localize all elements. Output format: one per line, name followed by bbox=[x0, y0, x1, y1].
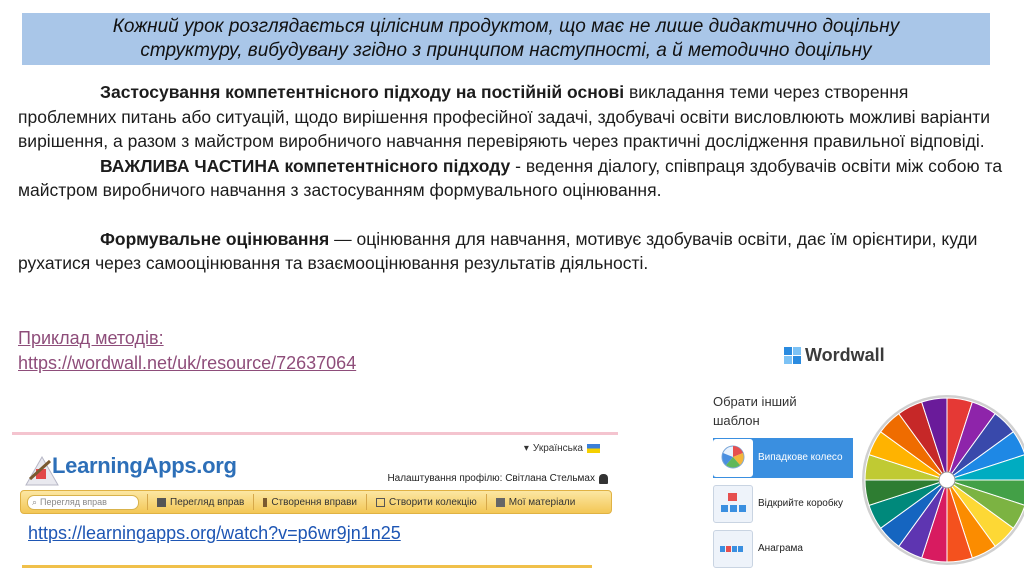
learningapps-screenshot bbox=[12, 435, 618, 517]
template-label: Випадкове колесо bbox=[758, 452, 843, 463]
template-chooser-heading: Обрати інший шаблон bbox=[713, 394, 797, 428]
paragraph-important-bold: ВАЖЛИВА ЧАСТИНА компетентнісного підходу bbox=[100, 155, 511, 176]
pencil-icon bbox=[263, 498, 267, 507]
learningapps-link[interactable]: https://learningapps.org/watch?v=p6wr9jn1n25 bbox=[28, 523, 401, 543]
grid-icon bbox=[157, 498, 166, 507]
anagram-thumb-icon bbox=[713, 530, 753, 568]
random-wheel[interactable] bbox=[857, 395, 1024, 565]
user-icon bbox=[599, 474, 608, 484]
profile-label: Налаштування профілю: Світлана Стельмах bbox=[387, 473, 595, 484]
template-random-wheel[interactable] bbox=[713, 438, 853, 478]
template-anagram[interactable] bbox=[713, 529, 853, 569]
toolbar-label: Створення вправи bbox=[271, 496, 358, 508]
language-selector[interactable] bbox=[524, 443, 600, 454]
banner-line-2: структуру, вибудувану згідно з принципом наступності, а й методично доцільну bbox=[140, 40, 872, 61]
paragraph-formative-bold: Формувальне оцінювання bbox=[100, 228, 330, 249]
toolbar-browse-exercises[interactable] bbox=[147, 494, 253, 510]
paragraph-formative-text: — оцінювання для навчання, мотивує здобувачів освіти, дає їм орієнтири, куди рухатися через самооцінювання та взаємооцінювання результатів діяльності. bbox=[18, 228, 978, 273]
toolbar-my-materials[interactable] bbox=[486, 494, 585, 510]
learningapps-logo[interactable]: LearningApps.org bbox=[52, 453, 237, 478]
title-banner bbox=[22, 13, 990, 65]
search-placeholder: Перегляд вправ bbox=[40, 497, 107, 507]
toolbar-create-collection[interactable] bbox=[366, 494, 486, 510]
folder-icon bbox=[496, 498, 505, 507]
toolbar-label: Мої матеріали bbox=[508, 496, 576, 508]
chevron-down-icon: ▾ bbox=[523, 443, 529, 454]
random-wheel-graphic bbox=[857, 395, 1024, 565]
example-methods bbox=[18, 326, 356, 376]
paragraph-competence bbox=[18, 80, 1008, 154]
collection-icon bbox=[376, 498, 385, 507]
language-label: Українська bbox=[532, 443, 583, 454]
wheel-hub bbox=[939, 472, 955, 488]
wordwall-grid-icon bbox=[784, 347, 801, 364]
template-label: Анаграма bbox=[758, 543, 803, 554]
learningapps-toolbar bbox=[20, 490, 612, 514]
search-icon: ⌕ bbox=[32, 496, 38, 507]
boxes-thumb-icon bbox=[713, 485, 753, 523]
toolbar-label: Перегляд вправ bbox=[170, 496, 245, 508]
paragraph-important-text: - ведення діалогу, співпраця здобувачів освіти між собою та майстром виробничого навчання з застосуванням формувального оцінювання. bbox=[18, 155, 1003, 200]
wheel-thumb-icon bbox=[713, 439, 753, 477]
wordwall-link[interactable]: https://wordwall.net/uk/resource/72637064 bbox=[18, 353, 357, 373]
paragraph-important bbox=[18, 154, 1008, 203]
wordwall-logo bbox=[784, 344, 885, 366]
learningapps-bottom-border bbox=[22, 565, 592, 568]
banner-line-1: Кожний урок розглядається цілісним продуктом, що має не лише дидактично доцільну bbox=[112, 16, 900, 37]
body-text bbox=[18, 80, 1008, 276]
search-input[interactable] bbox=[27, 495, 139, 510]
paragraph-competence-bold: Застосування компетентнісного підходу на постійній основі bbox=[100, 82, 625, 102]
wordwall-logo-text: Wordwall bbox=[805, 344, 885, 365]
toolbar-label: Створити колекцію bbox=[389, 496, 477, 508]
paragraph-formative bbox=[18, 227, 1008, 276]
toolbar-create-exercise[interactable] bbox=[253, 494, 366, 510]
paragraph-competence-text: викладання теми через створення проблемних питань або ситуацій, щодо вирішення професійної задачі, здобувачі освіти висловлюють можливі варіанти вирішення, а разом з майстром виробничого навчання перевіряють через практичні дослідження правильної відповіді. bbox=[18, 82, 991, 151]
example-label: Приклад методів: bbox=[18, 328, 164, 348]
template-label: Відкрийте коробку bbox=[758, 498, 844, 509]
profile-settings[interactable] bbox=[387, 473, 608, 484]
template-open-box[interactable] bbox=[713, 484, 853, 524]
ukraine-flag-icon bbox=[587, 444, 600, 453]
